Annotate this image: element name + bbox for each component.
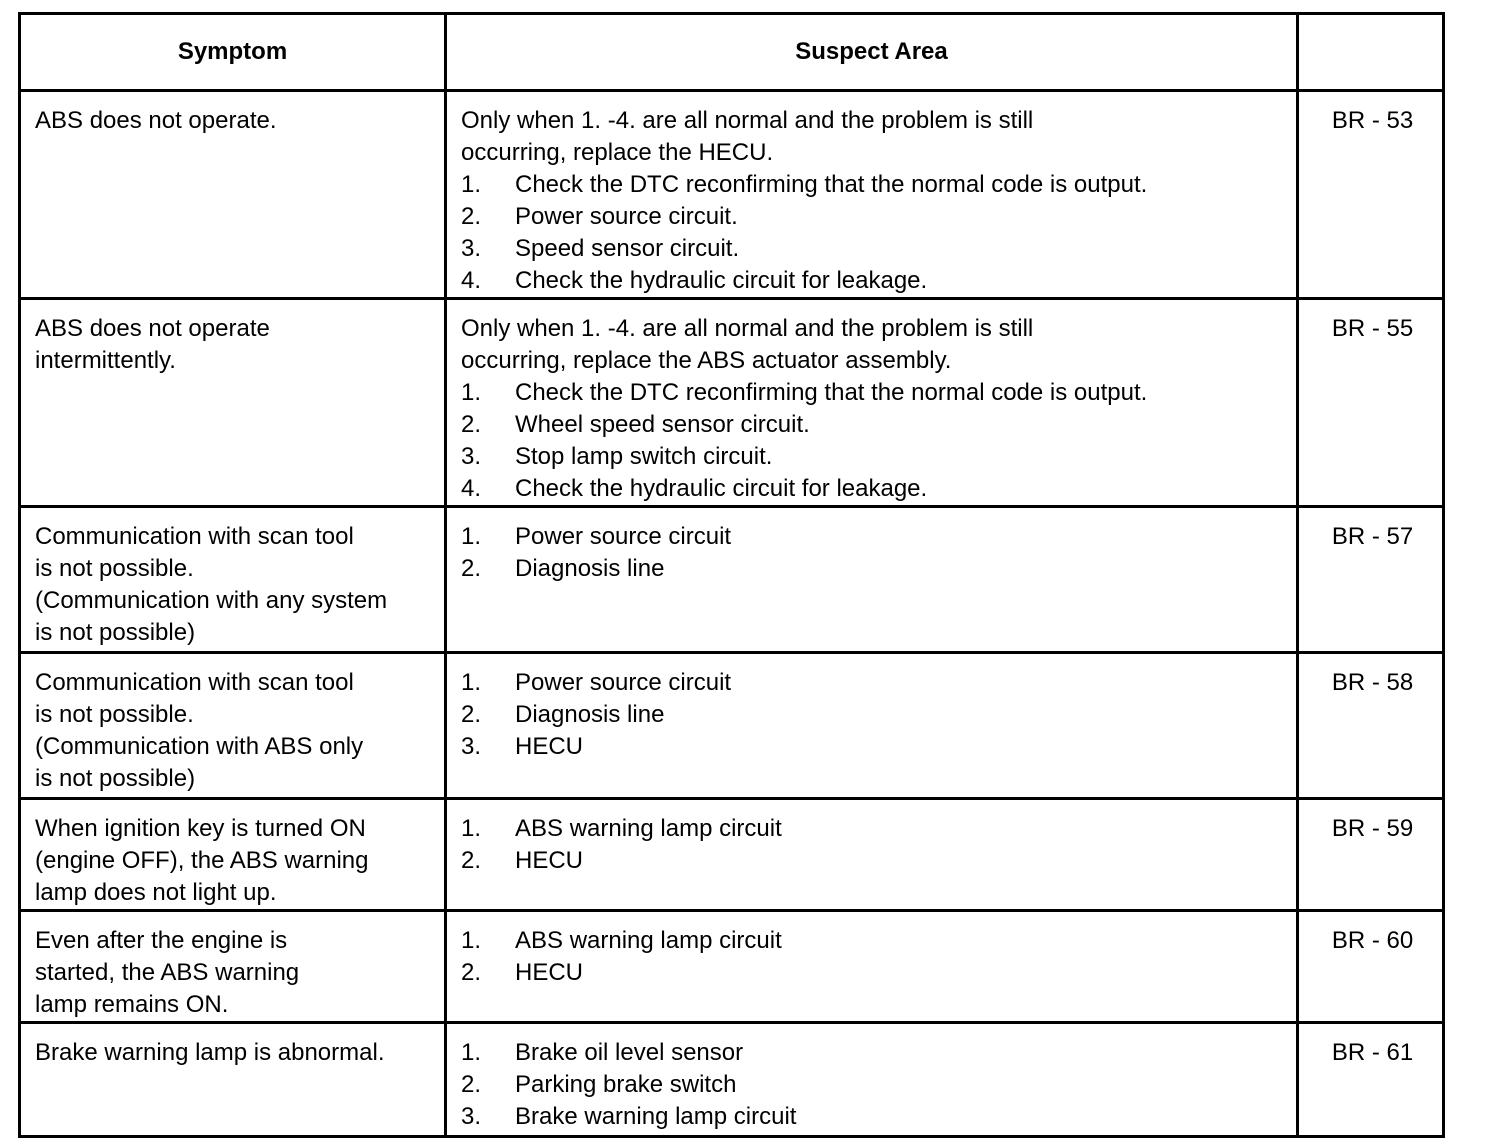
list-item <box>461 169 1286 201</box>
suspect-area-cell <box>446 507 1298 653</box>
step-number: 3. <box>461 1103 482 1130</box>
list-item <box>461 265 1286 297</box>
step-text: HECU <box>515 959 584 986</box>
suspect-steps-list <box>461 925 1286 989</box>
table-row <box>20 653 1444 799</box>
reference-cell: BR - 60 <box>1298 911 1444 1023</box>
symptom-line: Even after the engine is <box>35 927 288 954</box>
table-row <box>20 91 1444 299</box>
step-text: Check the DTC reconfirming that the normal code is output. <box>515 379 1148 406</box>
step-text: Check the hydraulic circuit for leakage. <box>515 267 928 294</box>
suspect-steps-list <box>461 1037 1286 1133</box>
step-text: Power source circuit. <box>515 203 738 230</box>
table-row <box>20 799 1444 911</box>
step-number: 2. <box>461 959 482 986</box>
list-item <box>461 233 1286 265</box>
symptom-cell <box>20 911 446 1023</box>
table-header <box>20 14 1444 91</box>
step-number: 4. <box>461 267 482 294</box>
troubleshooting-table <box>18 12 1445 1138</box>
step-number: 1. <box>461 815 482 842</box>
table-row <box>20 299 1444 507</box>
step-text: HECU <box>515 847 584 874</box>
symptom-cell <box>20 91 446 299</box>
step-text: Brake warning lamp circuit <box>515 1103 797 1130</box>
symptom-line: Communication with scan tool <box>35 669 354 696</box>
suspect-intro-line: occurring, replace the HECU. <box>461 139 774 166</box>
symptom-cell <box>20 299 446 507</box>
suspect-intro-line: Only when 1. -4. are all normal and the problem is still <box>461 315 1034 342</box>
step-text: Diagnosis line <box>515 555 665 582</box>
table-row <box>20 507 1444 653</box>
step-text: Check the hydraulic circuit for leakage. <box>515 475 928 502</box>
symptom-line: started, the ABS warning <box>35 959 300 986</box>
suspect-area-cell <box>446 799 1298 911</box>
symptom-line: Communication with scan tool <box>35 523 354 550</box>
symptom-cell <box>20 507 446 653</box>
table-row <box>20 1023 1444 1137</box>
list-item <box>461 845 1286 877</box>
symptom-line: intermittently. <box>35 347 176 374</box>
suspect-steps-list <box>461 377 1286 505</box>
reference-cell: BR - 59 <box>1298 799 1444 911</box>
header-row <box>20 14 1444 91</box>
step-text: ABS warning lamp circuit <box>515 927 782 954</box>
step-text: Brake oil level sensor <box>515 1039 744 1066</box>
reference-cell: BR - 61 <box>1298 1023 1444 1137</box>
suspect-area-cell <box>446 299 1298 507</box>
step-number: 2. <box>461 1071 482 1098</box>
symptom-line: is not possible. <box>35 701 194 728</box>
list-item <box>461 553 1286 585</box>
step-number: 2. <box>461 411 482 438</box>
list-item <box>461 201 1286 233</box>
list-item <box>461 957 1286 989</box>
symptom-line: ABS does not operate. <box>35 107 277 134</box>
step-number: 2. <box>461 847 482 874</box>
step-number: 4. <box>461 475 482 502</box>
reference-cell: BR - 58 <box>1298 653 1444 799</box>
step-text: Diagnosis line <box>515 701 665 728</box>
step-number: 1. <box>461 379 482 406</box>
symptom-cell <box>20 1023 446 1137</box>
list-item <box>461 521 1286 553</box>
step-number: 1. <box>461 669 482 696</box>
step-number: 2. <box>461 701 482 728</box>
symptom-line: is not possible. <box>35 555 194 582</box>
suspect-area-cell <box>446 653 1298 799</box>
reference-header <box>1298 14 1444 91</box>
list-item <box>461 1101 1286 1133</box>
suspect-area-cell <box>446 911 1298 1023</box>
step-number: 3. <box>461 235 482 262</box>
table-row <box>20 911 1444 1023</box>
symptom-cell <box>20 799 446 911</box>
step-text: Wheel speed sensor circuit. <box>515 411 810 438</box>
symptom-line: is not possible) <box>35 765 196 792</box>
list-item <box>461 473 1286 505</box>
list-item <box>461 699 1286 731</box>
symptom-line: (Communication with any system <box>35 587 388 614</box>
list-item <box>461 731 1286 763</box>
suspect-steps-list <box>461 813 1286 877</box>
step-number: 1. <box>461 1039 482 1066</box>
suspect-area-header: Suspect Area <box>446 14 1298 91</box>
list-item <box>461 409 1286 441</box>
suspect-steps-list <box>461 169 1286 297</box>
list-item <box>461 667 1286 699</box>
reference-cell: BR - 57 <box>1298 507 1444 653</box>
step-number: 2. <box>461 203 482 230</box>
reference-cell: BR - 53 <box>1298 91 1444 299</box>
suspect-steps-list <box>461 667 1286 763</box>
step-text: Stop lamp switch circuit. <box>515 443 773 470</box>
symptom-cell <box>20 653 446 799</box>
step-number: 1. <box>461 927 482 954</box>
step-text: HECU <box>515 733 584 760</box>
symptom-line: (Communication with ABS only <box>35 733 364 760</box>
step-text: ABS warning lamp circuit <box>515 815 782 842</box>
troubleshooting-page <box>18 12 1442 1138</box>
symptom-header: Symptom <box>20 14 446 91</box>
step-number: 1. <box>461 523 482 550</box>
suspect-area-cell <box>446 91 1298 299</box>
list-item <box>461 813 1286 845</box>
step-text: Speed sensor circuit. <box>515 235 740 262</box>
symptom-line: is not possible) <box>35 619 196 646</box>
list-item <box>461 441 1286 473</box>
suspect-steps-list <box>461 521 1286 585</box>
list-item <box>461 377 1286 409</box>
step-number: 2. <box>461 555 482 582</box>
table-body <box>20 91 1444 1137</box>
step-text: Power source circuit <box>515 523 732 550</box>
reference-cell: BR - 55 <box>1298 299 1444 507</box>
symptom-line: (engine OFF), the ABS warning <box>35 847 369 874</box>
suspect-intro-line: occurring, replace the ABS actuator assembly. <box>461 347 952 374</box>
suspect-area-cell <box>446 1023 1298 1137</box>
step-text: Check the DTC reconfirming that the normal code is output. <box>515 171 1148 198</box>
step-number: 1. <box>461 171 482 198</box>
step-text: Power source circuit <box>515 669 732 696</box>
symptom-line: lamp does not light up. <box>35 879 277 906</box>
list-item <box>461 1037 1286 1069</box>
list-item <box>461 1069 1286 1101</box>
step-number: 3. <box>461 443 482 470</box>
symptom-line: ABS does not operate <box>35 315 270 342</box>
symptom-line: Brake warning lamp is abnormal. <box>35 1039 385 1066</box>
list-item <box>461 925 1286 957</box>
suspect-intro-line: Only when 1. -4. are all normal and the problem is still <box>461 107 1034 134</box>
symptom-line: lamp remains ON. <box>35 991 229 1018</box>
symptom-line: When ignition key is turned ON <box>35 815 366 842</box>
step-text: Parking brake switch <box>515 1071 737 1098</box>
step-number: 3. <box>461 733 482 760</box>
